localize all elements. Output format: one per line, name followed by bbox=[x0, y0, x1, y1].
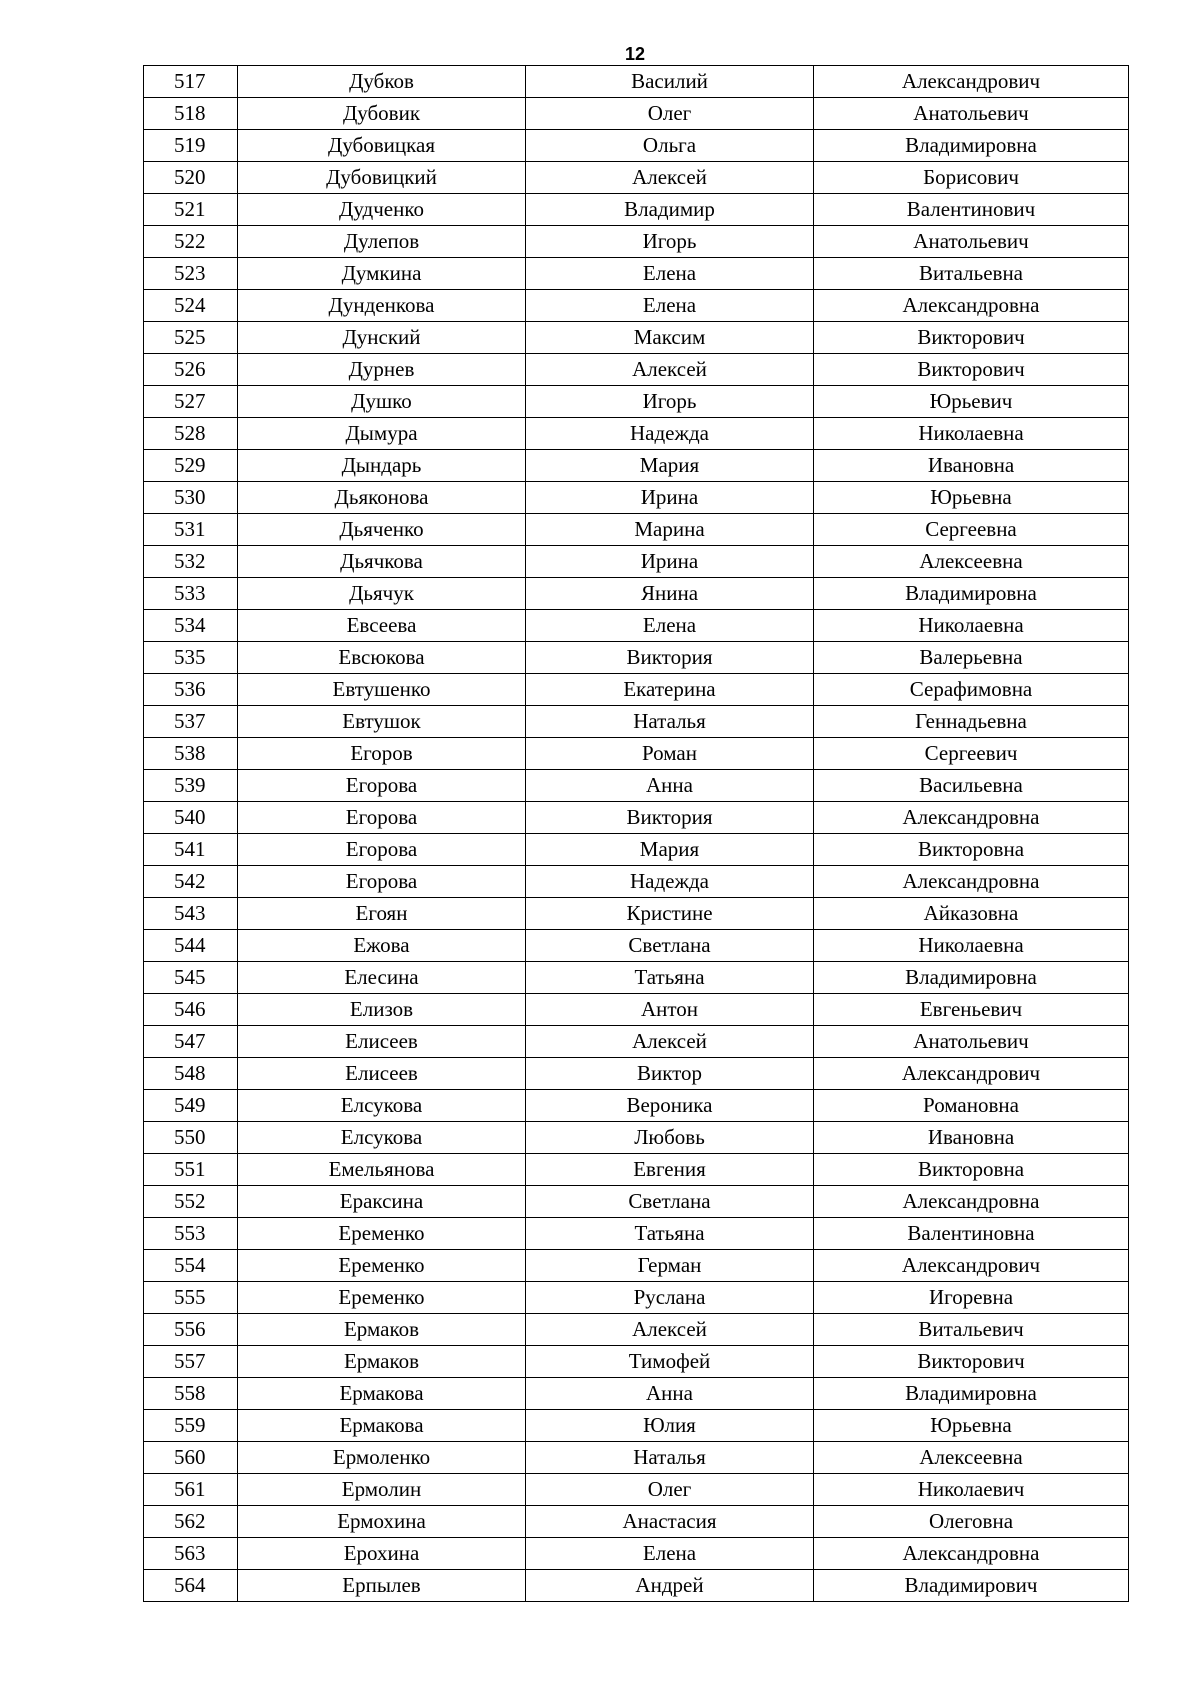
last-name-cell: Ерохина bbox=[238, 1538, 526, 1570]
page-number-text: 12 bbox=[624, 44, 646, 64]
patronymic-cell: Николаевич bbox=[814, 1474, 1129, 1506]
first-name-cell: Тимофей bbox=[526, 1346, 814, 1378]
last-name-cell: Дьячкова bbox=[238, 546, 526, 578]
patronymic-cell: Александрович bbox=[814, 1250, 1129, 1282]
first-name-cell: Андрей bbox=[526, 1570, 814, 1602]
last-name-cell: Думкина bbox=[238, 258, 526, 290]
first-name-cell: Герман bbox=[526, 1250, 814, 1282]
table-row bbox=[144, 770, 1129, 802]
row-number-cell: 536 bbox=[144, 674, 238, 706]
last-name-cell: Дубков bbox=[238, 66, 526, 98]
table-row bbox=[144, 1378, 1129, 1410]
patronymic-cell: Валентиновна bbox=[814, 1218, 1129, 1250]
first-name-cell: Анна bbox=[526, 1378, 814, 1410]
row-number-cell: 520 bbox=[144, 162, 238, 194]
first-name-cell: Василий bbox=[526, 66, 814, 98]
row-number-cell: 528 bbox=[144, 418, 238, 450]
patronymic-cell: Романовна bbox=[814, 1090, 1129, 1122]
first-name-cell: Светлана bbox=[526, 1186, 814, 1218]
last-name-cell: Дубовицкая bbox=[238, 130, 526, 162]
last-name-cell: Дулепов bbox=[238, 226, 526, 258]
row-number-cell: 548 bbox=[144, 1058, 238, 1090]
row-number-cell: 554 bbox=[144, 1250, 238, 1282]
row-number-cell: 556 bbox=[144, 1314, 238, 1346]
patronymic-cell: Александровна bbox=[814, 802, 1129, 834]
last-name-cell: Егорова bbox=[238, 770, 526, 802]
table-row bbox=[144, 1314, 1129, 1346]
patronymic-cell: Юрьевна bbox=[814, 1410, 1129, 1442]
patronymic-cell: Евгеньевич bbox=[814, 994, 1129, 1026]
table-row bbox=[144, 546, 1129, 578]
first-name-cell: Татьяна bbox=[526, 962, 814, 994]
patronymic-cell: Сергеевич bbox=[814, 738, 1129, 770]
table-row bbox=[144, 930, 1129, 962]
last-name-cell: Ермоленко bbox=[238, 1442, 526, 1474]
row-number-cell: 551 bbox=[144, 1154, 238, 1186]
last-name-cell: Ермакова bbox=[238, 1410, 526, 1442]
row-number-cell: 558 bbox=[144, 1378, 238, 1410]
table-row bbox=[144, 610, 1129, 642]
table-row bbox=[144, 706, 1129, 738]
patronymic-cell: Анатольевич bbox=[814, 226, 1129, 258]
table-row bbox=[144, 994, 1129, 1026]
first-name-cell: Алексей bbox=[526, 1314, 814, 1346]
row-number-cell: 553 bbox=[144, 1218, 238, 1250]
first-name-cell: Анна bbox=[526, 770, 814, 802]
row-number-cell: 521 bbox=[144, 194, 238, 226]
table-row bbox=[144, 1506, 1129, 1538]
last-name-cell: Дьяконова bbox=[238, 482, 526, 514]
row-number-cell: 524 bbox=[144, 290, 238, 322]
patronymic-cell: Владимировна bbox=[814, 130, 1129, 162]
last-name-cell: Дунский bbox=[238, 322, 526, 354]
last-name-cell: Дудченко bbox=[238, 194, 526, 226]
table-row bbox=[144, 1346, 1129, 1378]
last-name-cell: Ермаков bbox=[238, 1314, 526, 1346]
patronymic-cell: Алексеевна bbox=[814, 1442, 1129, 1474]
row-number-cell: 540 bbox=[144, 802, 238, 834]
patronymic-cell: Николаевна bbox=[814, 930, 1129, 962]
patronymic-cell: Александровна bbox=[814, 290, 1129, 322]
last-name-cell: Ермаков bbox=[238, 1346, 526, 1378]
first-name-cell: Ольга bbox=[526, 130, 814, 162]
first-name-cell: Олег bbox=[526, 1474, 814, 1506]
first-name-cell: Алексей bbox=[526, 354, 814, 386]
table-row bbox=[144, 1442, 1129, 1474]
patronymic-cell: Валентинович bbox=[814, 194, 1129, 226]
first-name-cell: Любовь bbox=[526, 1122, 814, 1154]
row-number-cell: 541 bbox=[144, 834, 238, 866]
table-row bbox=[144, 226, 1129, 258]
row-number-cell: 547 bbox=[144, 1026, 238, 1058]
table-row bbox=[144, 1122, 1129, 1154]
last-name-cell: Егорова bbox=[238, 866, 526, 898]
patronymic-cell: Викторовна bbox=[814, 1154, 1129, 1186]
first-name-cell: Елена bbox=[526, 1538, 814, 1570]
first-name-cell: Екатерина bbox=[526, 674, 814, 706]
table-row bbox=[144, 98, 1129, 130]
last-name-cell: Дымура bbox=[238, 418, 526, 450]
last-name-cell: Егоян bbox=[238, 898, 526, 930]
patronymic-cell: Анатольевич bbox=[814, 98, 1129, 130]
row-number-cell: 544 bbox=[144, 930, 238, 962]
row-number-cell: 523 bbox=[144, 258, 238, 290]
patronymic-cell: Геннадьевна bbox=[814, 706, 1129, 738]
row-number-cell: 564 bbox=[144, 1570, 238, 1602]
row-number-cell: 546 bbox=[144, 994, 238, 1026]
first-name-cell: Надежда bbox=[526, 866, 814, 898]
patronymic-cell: Владимирович bbox=[814, 1570, 1129, 1602]
table-row bbox=[144, 642, 1129, 674]
first-name-cell: Наталья bbox=[526, 706, 814, 738]
row-number-cell: 525 bbox=[144, 322, 238, 354]
last-name-cell: Дындарь bbox=[238, 450, 526, 482]
patronymic-cell: Борисович bbox=[814, 162, 1129, 194]
last-name-cell: Елисеев bbox=[238, 1026, 526, 1058]
first-name-cell: Виктор bbox=[526, 1058, 814, 1090]
patronymic-cell: Викторович bbox=[814, 322, 1129, 354]
row-number-cell: 562 bbox=[144, 1506, 238, 1538]
first-name-cell: Мария bbox=[526, 450, 814, 482]
row-number-cell: 534 bbox=[144, 610, 238, 642]
table-row bbox=[144, 1218, 1129, 1250]
first-name-cell: Янина bbox=[526, 578, 814, 610]
table-row bbox=[144, 322, 1129, 354]
row-number-cell: 519 bbox=[144, 130, 238, 162]
last-name-cell: Дурнев bbox=[238, 354, 526, 386]
last-name-cell: Дунденкова bbox=[238, 290, 526, 322]
patronymic-cell: Витальевич bbox=[814, 1314, 1129, 1346]
row-number-cell: 542 bbox=[144, 866, 238, 898]
row-number-cell: 545 bbox=[144, 962, 238, 994]
last-name-cell: Еременко bbox=[238, 1218, 526, 1250]
first-name-cell: Светлана bbox=[526, 930, 814, 962]
row-number-cell: 527 bbox=[144, 386, 238, 418]
table-row bbox=[144, 802, 1129, 834]
last-name-cell: Егоров bbox=[238, 738, 526, 770]
patronymic-cell: Валерьевна bbox=[814, 642, 1129, 674]
row-number-cell: 543 bbox=[144, 898, 238, 930]
patronymic-cell: Айказовна bbox=[814, 898, 1129, 930]
patronymic-cell: Васильевна bbox=[814, 770, 1129, 802]
row-number-cell: 531 bbox=[144, 514, 238, 546]
row-number-cell: 555 bbox=[144, 1282, 238, 1314]
first-name-cell: Елена bbox=[526, 290, 814, 322]
last-name-cell: Дьячук bbox=[238, 578, 526, 610]
first-name-cell: Юлия bbox=[526, 1410, 814, 1442]
roster-table-body bbox=[144, 66, 1129, 1602]
last-name-cell: Елисеев bbox=[238, 1058, 526, 1090]
table-row bbox=[144, 1154, 1129, 1186]
row-number-cell: 522 bbox=[144, 226, 238, 258]
last-name-cell: Егорова bbox=[238, 834, 526, 866]
last-name-cell: Евсюкова bbox=[238, 642, 526, 674]
patronymic-cell: Ивановна bbox=[814, 1122, 1129, 1154]
first-name-cell: Кристине bbox=[526, 898, 814, 930]
table-row bbox=[144, 962, 1129, 994]
last-name-cell: Ермолин bbox=[238, 1474, 526, 1506]
patronymic-cell: Анатольевич bbox=[814, 1026, 1129, 1058]
first-name-cell: Роман bbox=[526, 738, 814, 770]
row-number-cell: 550 bbox=[144, 1122, 238, 1154]
row-number-cell: 559 bbox=[144, 1410, 238, 1442]
row-number-cell: 560 bbox=[144, 1442, 238, 1474]
table-row bbox=[144, 130, 1129, 162]
patronymic-cell: Александровна bbox=[814, 1186, 1129, 1218]
table-row bbox=[144, 1186, 1129, 1218]
table-row bbox=[144, 1410, 1129, 1442]
patronymic-cell: Владимировна bbox=[814, 578, 1129, 610]
row-number-cell: 539 bbox=[144, 770, 238, 802]
first-name-cell: Алексей bbox=[526, 1026, 814, 1058]
patronymic-cell: Александровна bbox=[814, 1538, 1129, 1570]
first-name-cell: Олег bbox=[526, 98, 814, 130]
last-name-cell: Еременко bbox=[238, 1250, 526, 1282]
first-name-cell: Татьяна bbox=[526, 1218, 814, 1250]
table-row bbox=[144, 514, 1129, 546]
last-name-cell: Душко bbox=[238, 386, 526, 418]
first-name-cell: Мария bbox=[526, 834, 814, 866]
first-name-cell: Евгения bbox=[526, 1154, 814, 1186]
first-name-cell: Вероника bbox=[526, 1090, 814, 1122]
last-name-cell: Емельянова bbox=[238, 1154, 526, 1186]
first-name-cell: Игорь bbox=[526, 226, 814, 258]
row-number-cell: 552 bbox=[144, 1186, 238, 1218]
row-number-cell: 532 bbox=[144, 546, 238, 578]
table-row bbox=[144, 386, 1129, 418]
row-number-cell: 518 bbox=[144, 98, 238, 130]
table-row bbox=[144, 738, 1129, 770]
patronymic-cell: Сергеевна bbox=[814, 514, 1129, 546]
row-number-cell: 535 bbox=[144, 642, 238, 674]
first-name-cell: Наталья bbox=[526, 1442, 814, 1474]
table-row bbox=[144, 418, 1129, 450]
last-name-cell: Елесина bbox=[238, 962, 526, 994]
row-number-cell: 561 bbox=[144, 1474, 238, 1506]
first-name-cell: Игорь bbox=[526, 386, 814, 418]
patronymic-cell: Юрьевна bbox=[814, 482, 1129, 514]
last-name-cell: Ерпылев bbox=[238, 1570, 526, 1602]
first-name-cell: Антон bbox=[526, 994, 814, 1026]
patronymic-cell: Алексеевна bbox=[814, 546, 1129, 578]
first-name-cell: Максим bbox=[526, 322, 814, 354]
last-name-cell: Дубовик bbox=[238, 98, 526, 130]
first-name-cell: Елена bbox=[526, 258, 814, 290]
row-number-cell: 557 bbox=[144, 1346, 238, 1378]
table-row bbox=[144, 194, 1129, 226]
table-row bbox=[144, 674, 1129, 706]
table-row bbox=[144, 1474, 1129, 1506]
table-row bbox=[144, 866, 1129, 898]
last-name-cell: Ермакова bbox=[238, 1378, 526, 1410]
table-row bbox=[144, 162, 1129, 194]
table-row bbox=[144, 290, 1129, 322]
patronymic-cell: Витальевна bbox=[814, 258, 1129, 290]
table-row bbox=[144, 1570, 1129, 1602]
first-name-cell: Виктория bbox=[526, 642, 814, 674]
row-number-cell: 530 bbox=[144, 482, 238, 514]
first-name-cell: Ирина bbox=[526, 482, 814, 514]
last-name-cell: Дубовицкий bbox=[238, 162, 526, 194]
roster-table bbox=[143, 65, 1129, 1602]
first-name-cell: Марина bbox=[526, 514, 814, 546]
last-name-cell: Евсеева bbox=[238, 610, 526, 642]
patronymic-cell: Александрович bbox=[814, 66, 1129, 98]
page-number bbox=[0, 44, 1200, 64]
row-number-cell: 529 bbox=[144, 450, 238, 482]
last-name-cell: Ераксина bbox=[238, 1186, 526, 1218]
patronymic-cell: Игоревна bbox=[814, 1282, 1129, 1314]
last-name-cell: Елсукова bbox=[238, 1090, 526, 1122]
patronymic-cell: Ивановна bbox=[814, 450, 1129, 482]
table-row bbox=[144, 66, 1129, 98]
row-number-cell: 533 bbox=[144, 578, 238, 610]
patronymic-cell: Юрьевич bbox=[814, 386, 1129, 418]
first-name-cell: Руслана bbox=[526, 1282, 814, 1314]
first-name-cell: Виктория bbox=[526, 802, 814, 834]
row-number-cell: 538 bbox=[144, 738, 238, 770]
patronymic-cell: Владимировна bbox=[814, 1378, 1129, 1410]
patronymic-cell: Серафимовна bbox=[814, 674, 1129, 706]
patronymic-cell: Александрович bbox=[814, 1058, 1129, 1090]
table-row bbox=[144, 834, 1129, 866]
table-row bbox=[144, 450, 1129, 482]
first-name-cell: Анастасия bbox=[526, 1506, 814, 1538]
patronymic-cell: Олеговна bbox=[814, 1506, 1129, 1538]
first-name-cell: Ирина bbox=[526, 546, 814, 578]
last-name-cell: Елизов bbox=[238, 994, 526, 1026]
table-row bbox=[144, 482, 1129, 514]
row-number-cell: 549 bbox=[144, 1090, 238, 1122]
table-row bbox=[144, 1090, 1129, 1122]
table-row bbox=[144, 898, 1129, 930]
patronymic-cell: Владимировна bbox=[814, 962, 1129, 994]
last-name-cell: Еременко bbox=[238, 1282, 526, 1314]
table-row bbox=[144, 1282, 1129, 1314]
row-number-cell: 517 bbox=[144, 66, 238, 98]
patronymic-cell: Николаевна bbox=[814, 610, 1129, 642]
last-name-cell: Егорова bbox=[238, 802, 526, 834]
last-name-cell: Евтушок bbox=[238, 706, 526, 738]
table-row bbox=[144, 1250, 1129, 1282]
last-name-cell: Елсукова bbox=[238, 1122, 526, 1154]
table-row bbox=[144, 258, 1129, 290]
last-name-cell: Дьяченко bbox=[238, 514, 526, 546]
table-row bbox=[144, 1026, 1129, 1058]
patronymic-cell: Викторовна bbox=[814, 834, 1129, 866]
row-number-cell: 537 bbox=[144, 706, 238, 738]
table-row bbox=[144, 1538, 1129, 1570]
patronymic-cell: Викторович bbox=[814, 1346, 1129, 1378]
patronymic-cell: Николаевна bbox=[814, 418, 1129, 450]
first-name-cell: Надежда bbox=[526, 418, 814, 450]
table-row bbox=[144, 1058, 1129, 1090]
last-name-cell: Евтушенко bbox=[238, 674, 526, 706]
patronymic-cell: Викторович bbox=[814, 354, 1129, 386]
last-name-cell: Ежова bbox=[238, 930, 526, 962]
first-name-cell: Елена bbox=[526, 610, 814, 642]
last-name-cell: Ермохина bbox=[238, 1506, 526, 1538]
row-number-cell: 526 bbox=[144, 354, 238, 386]
table-row bbox=[144, 354, 1129, 386]
patronymic-cell: Александровна bbox=[814, 866, 1129, 898]
row-number-cell: 563 bbox=[144, 1538, 238, 1570]
first-name-cell: Алексей bbox=[526, 162, 814, 194]
first-name-cell: Владимир bbox=[526, 194, 814, 226]
table-row bbox=[144, 578, 1129, 610]
